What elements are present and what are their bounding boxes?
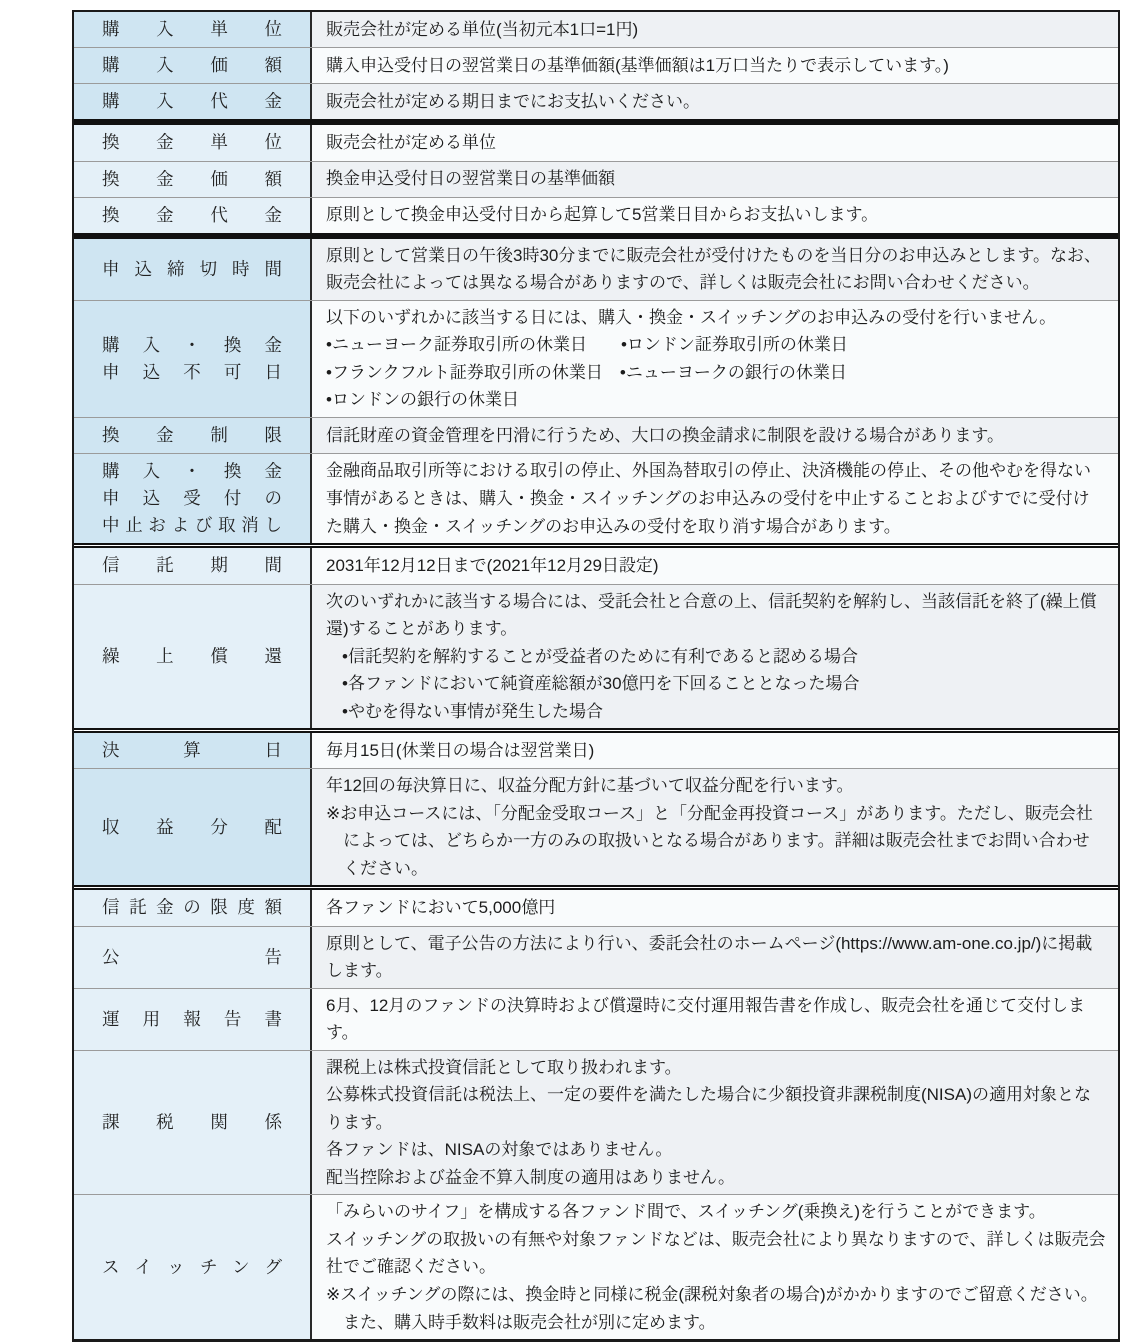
label-cell <box>74 12 312 47</box>
row-label: 換金制限 <box>102 424 282 445</box>
body-cell <box>312 418 1118 453</box>
row-label: 申込受付の <box>102 488 282 509</box>
label-cell <box>74 418 312 453</box>
row-label: 運用報告書 <box>102 1008 282 1029</box>
row-label: 換金代金 <box>102 204 282 225</box>
body-cell <box>312 239 1118 300</box>
body-cell <box>312 301 1118 417</box>
row-label: 購入・換金 <box>102 461 282 482</box>
body-text: 課税上は株式投資信託として取り扱われます。 <box>326 1057 682 1077</box>
row-label: 換金単位 <box>102 132 282 153</box>
row-label: 購入価額 <box>102 55 282 76</box>
body-cell <box>312 1195 1118 1339</box>
bullet-line: •信託契約を解約することが受益者のために有利であると認める場合 <box>342 646 858 666</box>
row-account-closing-date <box>74 728 1118 768</box>
body-text: 6月、12月のファンドの決算時および償還時に交付運用報告書を作成し、販売会社を通じて交付します。 <box>326 995 1086 1043</box>
body-cell <box>312 125 1118 160</box>
row-label: スイッチング <box>102 1256 282 1277</box>
holiday-list-line: •ニューヨーク証券取引所の休業日 •ロンドン証券取引所の休業日 <box>326 335 848 355</box>
bullet-line: •各ファンドにおいて純資産総額が30億円を下回ることとなった場合 <box>342 674 860 694</box>
row-label: 信託期間 <box>102 555 282 576</box>
label-cell <box>74 125 312 160</box>
row-taxation <box>74 1050 1118 1195</box>
row-trust-amount-limit <box>74 885 1118 925</box>
label-cell <box>74 239 312 300</box>
row-purchase-unit <box>74 12 1118 47</box>
body-text: 公募株式投資信託は税法上、一定の要件を満たした場合に少額投資非課税制度(NISA)の適用対象となります。 <box>326 1085 1091 1132</box>
label-cell <box>74 989 312 1050</box>
body-text: 各ファンドにおいて5,000億円 <box>326 898 556 918</box>
label-cell <box>74 769 312 885</box>
label-cell <box>74 454 312 543</box>
row-public-notice <box>74 926 1118 988</box>
fund-terms-table <box>72 10 1120 1342</box>
row-label: 申込締切時間 <box>102 258 282 279</box>
row-label: 課税関係 <box>102 1111 282 1132</box>
label-cell <box>74 733 312 768</box>
body-text: 販売会社が定める期日までにお支払いください。 <box>326 92 700 112</box>
row-redemption-unit <box>74 119 1118 160</box>
body-cell <box>312 890 1118 925</box>
row-no-order-days <box>74 300 1118 417</box>
row-order-suspension <box>74 453 1118 543</box>
body-text: スイッチングの取扱いの有無や対象ファンドなどは、販売会社により異なりますので、詳しくは販売会社でご確認ください。 <box>326 1229 1106 1277</box>
label-cell <box>74 548 312 583</box>
row-label: 収益分配 <box>102 816 282 837</box>
row-label: 中止および取消し <box>102 515 282 536</box>
body-text: 「みらいのサイフ」を構成する各ファンド間で、スイッチング(乗換え)を行うことができます。 <box>326 1202 1046 1222</box>
body-text: 換金申込受付日の翌営業日の基準価額 <box>326 169 615 189</box>
body-cell <box>312 162 1118 197</box>
label-cell <box>74 1195 312 1339</box>
row-redemption-price <box>74 161 1118 197</box>
label-cell <box>74 162 312 197</box>
row-redemption-restriction <box>74 417 1118 453</box>
body-text: 原則として営業日の午後3時30分までに販売会社が受付けたものを当日分のお申込みとします。なお、販売会社によっては異なる場合がありますので、詳しくは販売会社にお問い合わせください。 <box>326 245 1102 293</box>
body-cell <box>312 12 1118 47</box>
body-text: 原則として、電子公告の方法により行い、委託会社のホームページ(https://www.am-one.co.jp/)に掲載します。 <box>326 933 1093 981</box>
row-switching <box>74 1194 1118 1339</box>
note-text: ※スイッチングの際には、換金時と同様に税金(課税対象者の場合)がかかりますのでご留意ください。また、購入時手数料は販売会社が別に定めます。 <box>326 1284 1098 1332</box>
label-cell <box>74 585 312 729</box>
body-cell <box>312 989 1118 1050</box>
body-cell <box>312 548 1118 583</box>
row-early-redemption <box>74 584 1118 729</box>
label-cell <box>74 84 312 119</box>
row-order-cutoff-time <box>74 233 1118 300</box>
row-purchase-price <box>74 47 1118 83</box>
body-cell <box>312 733 1118 768</box>
row-label: 公告 <box>102 946 282 967</box>
body-text: 配当控除および益金不算入制度の適用はありません。 <box>326 1167 736 1187</box>
body-cell <box>312 48 1118 83</box>
label-cell <box>74 198 312 233</box>
body-cell <box>312 585 1118 729</box>
body-cell <box>312 769 1118 885</box>
row-label: 繰上償還 <box>102 645 282 666</box>
row-purchase-payment <box>74 83 1118 119</box>
label-cell <box>74 890 312 925</box>
body-text: 購入申込受付日の翌営業日の基準価額(基準価額は1万口当たりで表示しています。) <box>326 55 949 75</box>
body-text: 販売会社が定める単位(当初元本1口=1円) <box>326 19 639 39</box>
body-cell <box>312 927 1118 988</box>
row-label: 信託金の限度額 <box>102 897 282 918</box>
row-label: 決算日 <box>102 740 282 761</box>
body-text: 原則として換金申込受付日から起算して5営業日目からお支払いします。 <box>326 205 879 225</box>
body-cell <box>312 1051 1118 1195</box>
holiday-list-line: •フランクフルト証券取引所の休業日 •ニューヨークの銀行の休業日 <box>326 362 847 382</box>
label-cell <box>74 301 312 417</box>
row-label: 申込不可日 <box>102 361 282 382</box>
row-label: 購入単位 <box>102 19 282 39</box>
row-label: 購入代金 <box>102 91 282 112</box>
label-cell <box>74 1051 312 1195</box>
body-cell <box>312 84 1118 119</box>
body-text: 以下のいずれかに該当する日には、購入・換金・スイッチングのお申込みの受付を行いません。 <box>326 307 1057 327</box>
body-text: 信託財産の資金管理を円滑に行うため、大口の換金請求に制限を設ける場合があります。 <box>326 425 1004 445</box>
body-text: 各ファンドは、NISAの対象ではありません。 <box>326 1140 673 1160</box>
body-text: 販売会社が定める単位 <box>326 133 496 153</box>
label-cell <box>74 48 312 83</box>
body-text: 毎月15日(休業日の場合は翌営業日) <box>326 741 595 761</box>
body-text: 次のいずれかに該当する場合には、受託会社と合意の上、信託契約を解約し、当該信託を終了(繰上償還)することがあります。 <box>326 591 1097 639</box>
body-text: 年12回の毎決算日に、収益分配方針に基づいて収益分配を行います。 <box>326 776 854 796</box>
row-label: 換金価額 <box>102 168 282 189</box>
body-text: 金融商品取引所等における取引の停止、外国為替取引の停止、決済機能の停止、その他やむを得ない事情があるときは、購入・換金・スイッチングのお申込みの受付を中止することおよびすでに受付けた購入・換金・スイッチングのお申込みの受付を取り消す場合があります。 <box>326 461 1091 536</box>
bullet-line: •やむを得ない事情が発生した場合 <box>342 701 603 721</box>
body-cell <box>312 454 1118 543</box>
row-label: 購入・換金 <box>102 334 282 355</box>
label-cell <box>74 927 312 988</box>
body-text: 2031年12月12日まで(2021年12月29日設定) <box>326 556 659 576</box>
row-redemption-payment <box>74 197 1118 233</box>
body-cell <box>312 198 1118 233</box>
note-text: ※お申込コースには、「分配金受取コース」と「分配金再投資コース」があります。ただし、販売会社によっては、どちらか一方のみの取扱いとなる場合があります。詳細は販売会社までお問い合わせください。 <box>326 803 1093 878</box>
row-management-report <box>74 988 1118 1050</box>
row-income-distribution <box>74 768 1118 885</box>
row-trust-period <box>74 543 1118 583</box>
holiday-list-line: •ロンドンの銀行の休業日 <box>326 390 519 410</box>
